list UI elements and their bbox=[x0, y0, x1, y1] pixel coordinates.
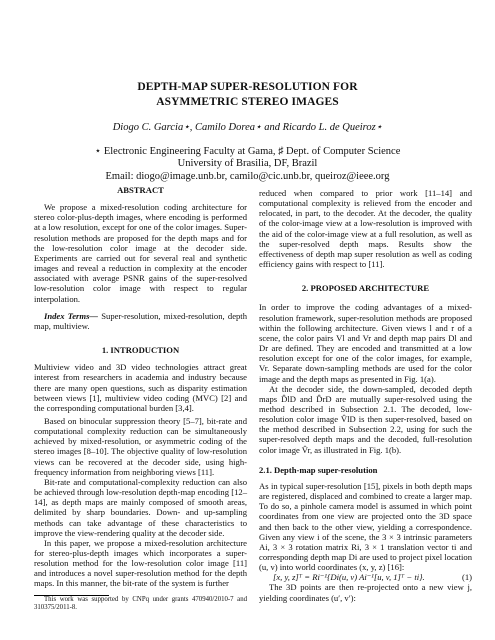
architecture-heading: 2. PROPOSED ARCHITECTURE bbox=[301, 283, 430, 294]
affiliation-email: Email: diogo@image.unb.br, camilo@cic.unb.br, queiroz@ieee.org bbox=[105, 170, 390, 182]
subsection-paragraph-2: The 3D points are then re-projected onto a new view j, yielding coordinates (u′, v′): bbox=[259, 582, 472, 603]
equation-1 bbox=[259, 572, 472, 582]
paper-title bbox=[0, 80, 495, 110]
index-terms-text: Super-resolution, mixed-resolution, depth map, multiview. bbox=[34, 310, 247, 331]
intro-heading: 1. INTRODUCTION bbox=[101, 345, 180, 356]
architecture-paragraph-2: At the decoder side, the down-sampled, decoded depth maps D̂lD and D̂rD are mutually super-resolved using the method described in Subsection 2.1. The decoded, low-resolution color image V̂lD is then super-resolved, based on the method described in Subsection 2.2, using for such the super-resolved depth maps and the decoded, full-resolution color image V̂r, as illustrated in Fig. 1(b). bbox=[259, 383, 472, 455]
index-terms-label: Index Terms— bbox=[44, 310, 99, 321]
intro-paragraph-3: Bit-rate and computational-complexity reduction can also be achieved through low-resolution depth-map encoding [12–14], as depth maps are mainly composed of smooth areas, delimited by sharp boundaries. Down- and up-sampling methods can take advantage of these characteristics to improve the view-rendering quality at the decoder side. bbox=[34, 476, 247, 538]
affiliation-line-2: University of Brasilia, DF, Brazil bbox=[177, 158, 318, 170]
subsection-heading: 2.1. Depth-map super-resolution bbox=[259, 464, 378, 475]
equation-body: [x, y, z]ᵀ = Ri⁻¹{Di(u, v) Ai⁻¹[u, v, 1]ᵀ − ti}. bbox=[273, 572, 425, 583]
index-terms bbox=[34, 311, 247, 331]
equation-number: (1) bbox=[461, 572, 472, 583]
authors: Diogo C. Garcia⋆, Camilo Dorea⋆ and Ricardo L. de Queiroz⋆ bbox=[112, 122, 383, 133]
title-line-2: ASYMMETRIC STEREO IMAGES bbox=[156, 96, 339, 108]
abstract-text: We propose a mixed-resolution coding architecture for stereo color-plus-depth images, where encoding is performed at a low resolution, except for one of the color images. Super-resolution methods are proposed for the depth maps and for the low-resolution color image at the decoder side. Experiments are carried out for several real and synthetic images and reveal a reduction in complexity at the encoder associated with average PSNR gains of the super-resolved low-resolution color image with respect to regular interpolation. bbox=[34, 202, 247, 304]
title-line-1: DEPTH-MAP SUPER-RESOLUTION FOR bbox=[137, 81, 358, 93]
intro-paragraph-4: In this paper, we propose a mixed-resolution architecture for stereo-plus-depth images which incorporates a super-resolution method for the low-resolution color image [11] and introduces a novel super-resolution method for the depth maps. In this manner, the bit-rate of the system is further bbox=[34, 537, 247, 589]
right-column bbox=[259, 188, 472, 603]
abstract-heading: ABSTRACT bbox=[117, 185, 164, 195]
subsection-paragraph-1: As in typical super-resolution [15], pixels in both depth maps are registered, displaced and combined to create a larger map. To do so, a pinhole camera model is assumed in which point coordinates from one view are projected onto the 3D space and then back to the other view, yielding a correspondence. Given any view i of the scene, the 3 × 3 intrinsic parameters Ai, 3 × 3 rotation matrix Ri, 3 × 1 translation vector ti and corresponding depth map Di are used to project pixel location (u, v) into world coordinates (x, y, z) [16]: bbox=[259, 480, 472, 573]
footnote: This work was supported by CNPq under grants 470940/2010-7 and 310375/2011-8. bbox=[34, 595, 247, 612]
intro-paragraph-1: Multiview video and 3D video technologies attract great interest from researchers in academia and industry because there are many open questions, such as disparity estimation between views [1], multiview video coding (MVC) [2] and the corresponding computational burden [3,4]. bbox=[34, 362, 247, 413]
left-column bbox=[34, 185, 247, 613]
affiliation bbox=[0, 146, 495, 183]
affiliation-line-1: ⋆ Electronic Engineering Faculty at Gama, ♯ Dept. of Computer Science bbox=[94, 146, 401, 157]
intro-continuation: reduced when compared to prior work [11–14] and computational complexity is relieved from the encoder and relocated, in part, to the decoder. At the decoder, the quality of the color-image view at a low-resolution is improved with the aid of the color-image view at a full resolution, as well as the super-resolved depth maps. Results show the effectiveness of depth map super resolution as well as coding efficiency gains with respect to [11]. bbox=[259, 188, 472, 270]
architecture-paragraph-1: In order to improve the coding advantages of a mixed-resolution framework, super-resolution methods are proposed within the following architecture. Given views l and r of a scene, the color pairs Vl and Vr and depth map pairs Dl and Dr are defined. They are encoded and transmitted at a low resolution except for one of the color images, for example, Vr. Separate down-sampling methods are used for the color image and the depth maps as presented in Fig. 1(a). bbox=[259, 302, 472, 384]
intro-paragraph-2: Based on binocular suppression theory [5–7], bit-rate and computational complexity reduction can be simultaneously achieved by mixed-resolution, or asymmetric coding of the stereo images [8–10]. The objective quality of low-resolution views can be recovered at the decoder side, using high-frequency information from neighboring views [11]. bbox=[34, 415, 247, 477]
